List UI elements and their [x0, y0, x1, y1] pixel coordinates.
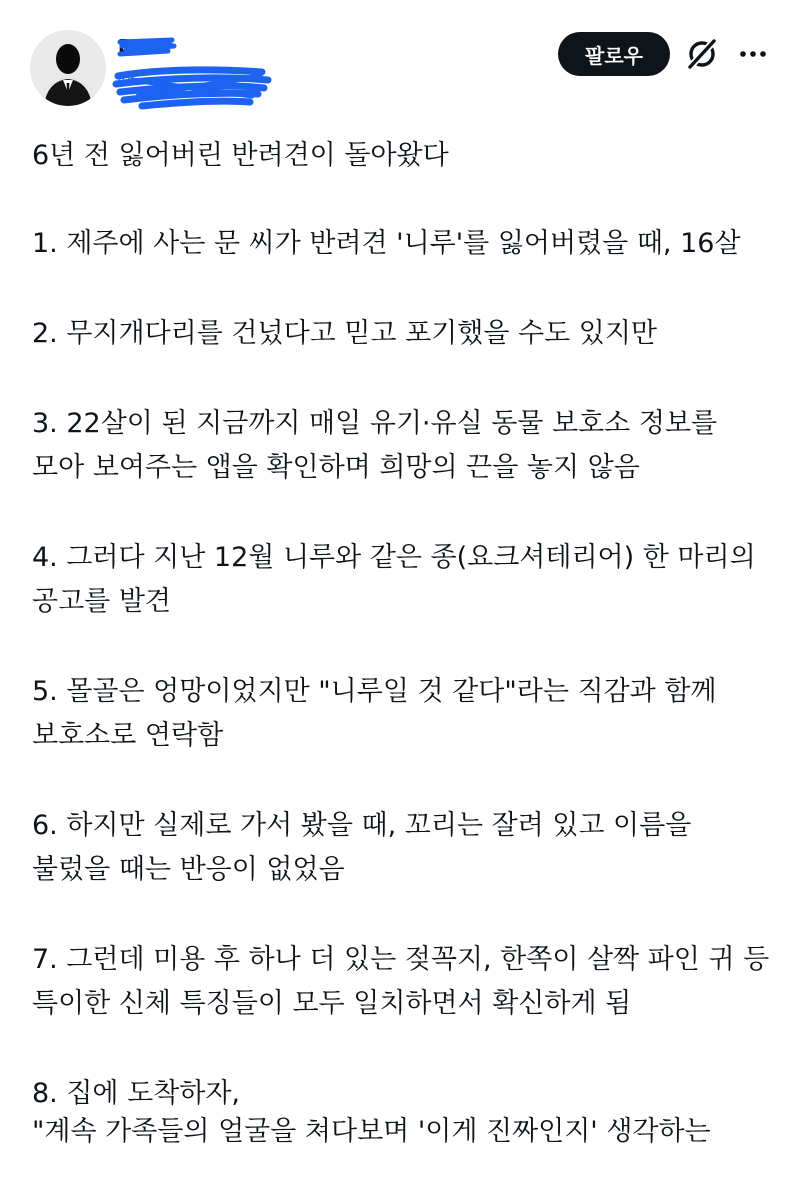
list-item: 5. 몰골은 엉망이었지만 "니루일 것 같다"라는 직감과 함께 보호소로 연락함: [32, 676, 717, 751]
more-horizontal-icon[interactable]: [736, 36, 770, 72]
list-item: 7. 그런데 미용 후 하나 더 있는 젖꼭지, 한쪽이 살짝 파인 귀 등 특이한 신체 특징들이 모두 일치하면서 확신하게 됨: [32, 944, 770, 1019]
avatar[interactable]: [30, 30, 106, 106]
grok-slash-icon[interactable]: [684, 36, 720, 72]
list-item: 3. 22살이 된 지금까지 매일 유기·유실 동물 보호소 정보를 모아 보여주는 앱을 확인하며 희망의 끈을 놓지 않음: [32, 408, 718, 483]
person-silhouette-icon: [30, 30, 106, 106]
follow-button[interactable]: 팔로우: [558, 32, 670, 76]
post-header: [0, 0, 800, 120]
post-title: 6년 전 잃어버린 반려견이 돌아왔다: [32, 140, 449, 171]
redaction-scribble: [112, 34, 282, 114]
list-item: 1. 제주에 사는 문 씨가 반려견 '니루'를 잃어버렸을 때, 16살: [32, 228, 741, 259]
post-body: [32, 134, 772, 1200]
list-item: "계속 가족들의 얼굴을 쳐다보며 '이게 진짜인지' 생각하는: [32, 1116, 711, 1147]
user-handle[interactable]: @: [118, 68, 134, 87]
list-item: 6. 하지만 실제로 가서 봤을 때, 꼬리는 잘려 있고 이름을 불렀을 때는 반응이 없었음: [32, 810, 692, 885]
user-info[interactable]: [118, 34, 288, 114]
display-name[interactable]: B: [118, 36, 132, 57]
list-item: 4. 그러다 지난 12월 니루와 같은 종(요크셔테리어) 한 마리의 공고를 발견: [32, 542, 756, 617]
list-item: 8. 집에 도착하자,: [32, 1078, 241, 1109]
list-item: 2. 무지개다리를 건넜다고 믿고 포기했을 수도 있지만: [32, 318, 657, 349]
